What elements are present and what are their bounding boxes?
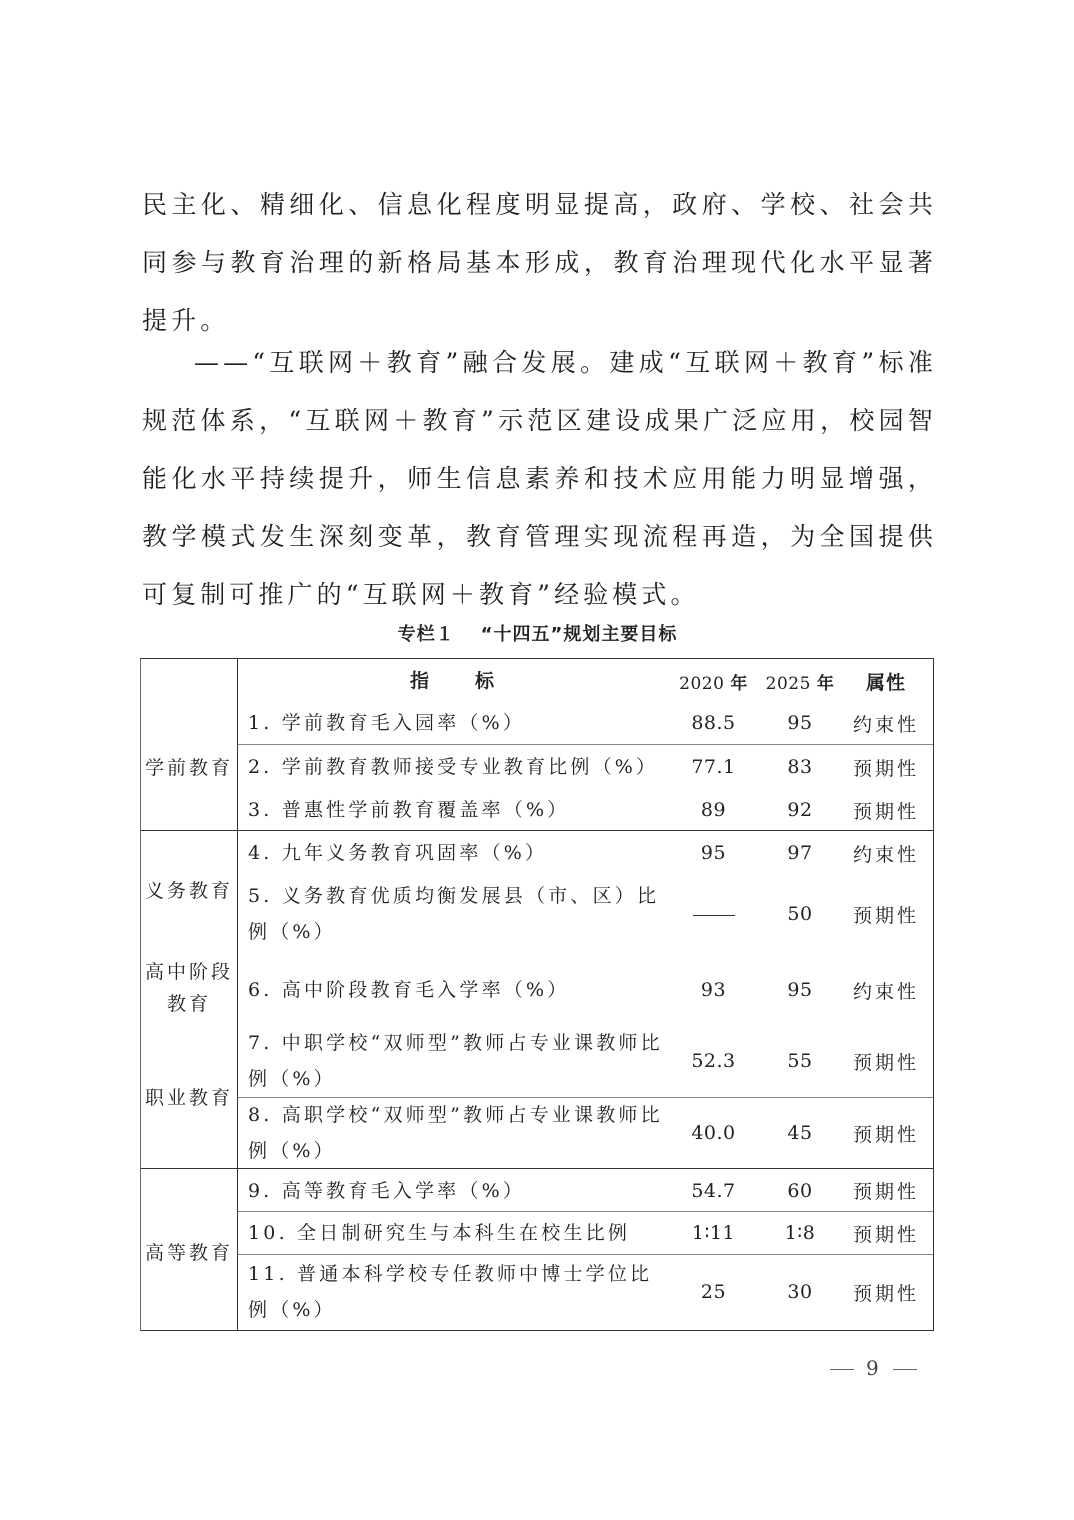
category-higher: 高等教育 (144, 1242, 233, 1264)
table-row: 1. 学前教育毛入园率（%） 88.5 95 约束性 (248, 712, 919, 736)
category-high-school: 高中阶段 教育 (144, 961, 233, 1015)
table-header-row (238, 661, 933, 701)
not-applicable-dash (693, 915, 735, 916)
goals-table (140, 658, 934, 1331)
table-row: 3. 普惠性学前教育覆盖率（%） 89 92 预期性 (248, 799, 919, 823)
table-row: 9. 高等教育毛入学率（%） 54.7 60 预期性 (248, 1179, 919, 1203)
category-preschool: 学前教育 (144, 757, 233, 779)
table-row: 6. 高中阶段教育毛入学率（%） 93 95 约束性 (248, 979, 919, 1003)
table-row: 11. 普通本科学校专任教师中博士学位比例（%） 25 30 预期性 (248, 1263, 919, 1321)
table-row: 7. 中职学校“双师型”教师占专业课教师比例（%） 52.3 55 预期性 (248, 1032, 919, 1090)
header-attribute: 属性 (865, 671, 906, 694)
category-compulsory: 义务教育 (144, 880, 233, 902)
table-caption-title: “十四五”规划主要目标 (480, 624, 678, 645)
table-caption (140, 620, 935, 646)
table-row: 8. 高职学校“双师型”教师占专业课教师比例（%） 40.0 45 预期性 (248, 1104, 919, 1162)
page-number-dash-right (893, 1369, 917, 1370)
paragraph-internet-education: ——“互联网＋教育”融合发展。建成“互联网＋教育”标准规范体系，“互联网＋教育”示范区建设成果广泛应用，校园智能化水平持续提升，师生信息素养和技术应用能力明显增强，教学模式发生深刻变革，教育管理实现流程再造，为全国提供可复制可推广的“互联网＋教育”经验模式。 (142, 348, 937, 609)
header-indicator: 指 标 (409, 670, 495, 692)
header-2025: 2025 年 (765, 673, 835, 694)
paragraph-governance: 民主化、精细化、信息化程度明显提高，政府、学校、社会共同参与教育治理的新格局基本形成，教育治理现代化水平显著提升。 (142, 190, 937, 335)
header-2020: 2020 年 (679, 673, 748, 694)
table-row: 4. 九年义务教育巩固率（%） 95 97 约束性 (248, 842, 919, 866)
table-row: 2. 学前教育教师接受专业教育比例（%） 77.1 83 预期性 (248, 756, 919, 780)
row-divider (238, 744, 933, 745)
page-number: 9 (818, 1356, 929, 1380)
section-divider (141, 830, 933, 831)
row-divider (238, 1254, 933, 1255)
page-number-dash-left (830, 1369, 854, 1370)
table-caption-number: 专栏１ (397, 624, 455, 645)
table-row: 10. 全日制研究生与本科生在校生比例 1∶11 1∶8 预期性 (248, 1222, 919, 1246)
table-row: 5. 义务教育优质均衡发展县（市、区）比例（%） 50 预期性 (248, 885, 919, 943)
category-vocational: 职业教育 (144, 1087, 233, 1109)
